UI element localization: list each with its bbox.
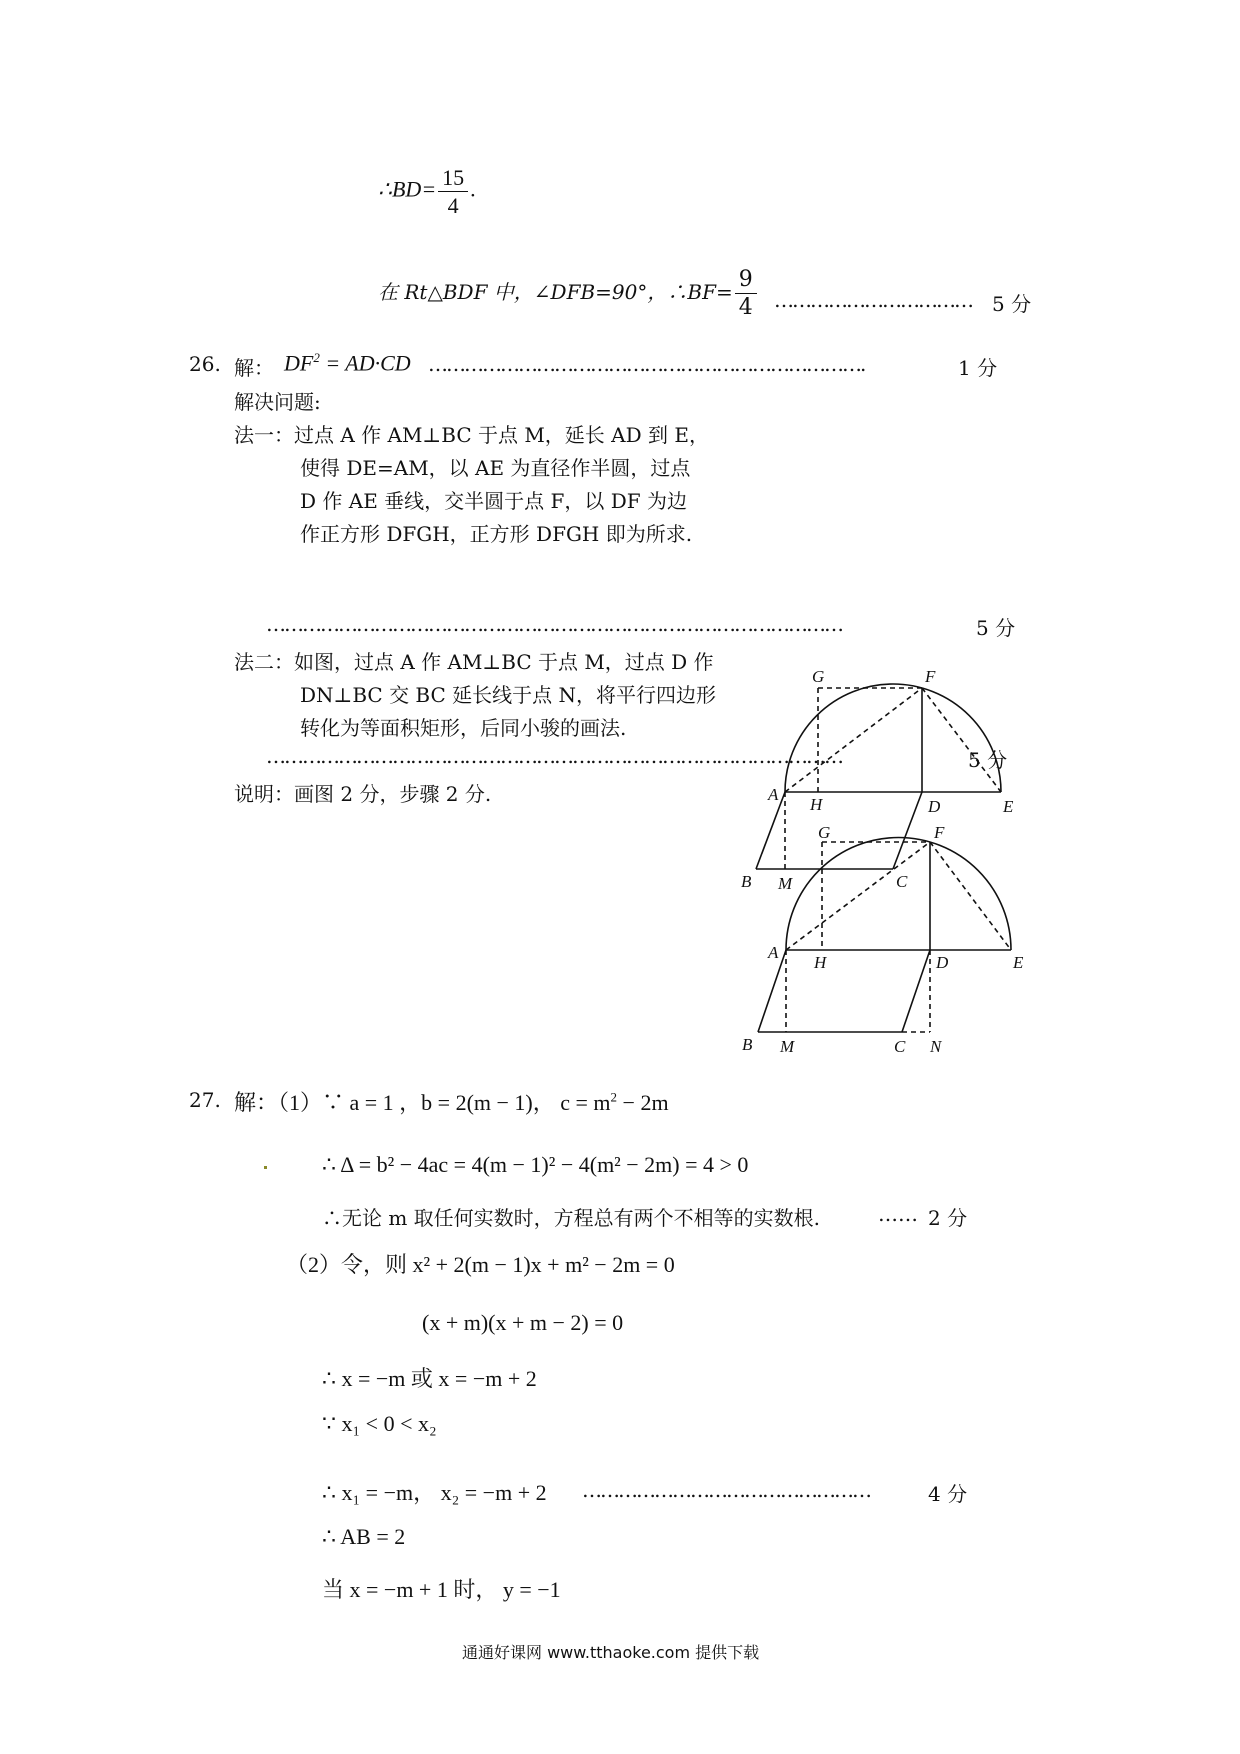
q27-delta: ∴ Δ = b² − 4ac = 4(m − 1)² − 4(m² − 2m) = 4 > 0 <box>322 1152 749 1177</box>
method1-line-4: 作正方形 DFGH，正方形 DFGH 即为所求. <box>300 522 693 546</box>
fig2-line-cd <box>902 950 930 1032</box>
q27-when: 当 x = −m + 1 时， y = −1 <box>322 1577 561 1602</box>
q27-assign: ∴ x₁ = −m， x₂ = −m + 2 <box>322 1480 547 1505</box>
bf-fraction <box>735 268 757 319</box>
bf-fraction-numerator: 9 <box>735 268 757 294</box>
fig1-line-fe <box>922 688 1001 792</box>
fig2-line-fe <box>930 842 1011 950</box>
q26-formula-sup: 2 <box>313 350 320 365</box>
q27-conclusion-dots: …… <box>878 1202 918 1226</box>
q27-conclusion: ∴无论 m 取任何实数时，方程总有两个不相等的实数根. <box>322 1206 821 1230</box>
q26-number: 26. <box>189 352 221 376</box>
q26-formula-right: = AD·CD <box>319 350 411 376</box>
bd-prefix: ∴BD= <box>378 176 437 202</box>
bd-fraction-numerator: 15 <box>438 166 468 192</box>
fig1-line-af <box>785 688 922 792</box>
fig1-line-ab <box>756 792 785 869</box>
fig1-label-g: G <box>812 667 825 686</box>
fig1-label-b: B <box>741 872 752 891</box>
fig1-label-e: E <box>1003 797 1014 816</box>
bf-text: 在 Rt△BDF 中，∠DFB=90°，∴BF= <box>378 280 733 305</box>
fig2-label-g: G <box>818 823 831 842</box>
method1-line-1: 法一：过点 A 作 AM⊥BC 于点 M，延长 AD 到 E， <box>234 423 709 447</box>
q27-factored: (x + m)(x + m − 2) = 0 <box>422 1310 624 1335</box>
fig2-label-b: B <box>742 1035 753 1054</box>
method1-line-3: D 作 AE 垂线，交半圆于点 F，以 DF 为边 <box>300 489 688 513</box>
fig2-line-af <box>786 842 930 950</box>
fig2-label-h: H <box>814 953 827 972</box>
method1-score: 5 分 <box>976 616 1016 640</box>
method2-line-2: DN⊥BC 交 BC 延长线于点 N，将平行四边形 <box>300 683 717 707</box>
stray-mark <box>264 1166 267 1169</box>
q27-ab: ∴ AB = 2 <box>322 1524 406 1549</box>
q27-part1-head <box>234 1086 669 1117</box>
q26-jie: 解： <box>234 356 274 380</box>
q26-dots: ………………………………………………………………. <box>428 352 865 376</box>
fig2-label-c: C <box>894 1037 906 1056</box>
q27-part1-tail: − 2m <box>617 1090 669 1115</box>
method2-line-1: 法二：如图，过点 A 作 AM⊥BC 于点 M，过点 D 作 <box>234 650 714 674</box>
method1-line-2: 使得 DE=AM，以 AE 为直径作半圆，过点 <box>300 456 691 480</box>
q26-formula <box>284 350 411 376</box>
fig2-label-n: N <box>930 1037 942 1056</box>
fig2-line-ab <box>758 950 786 1032</box>
q27-order: ∵ x₁ < 0 < x₂ <box>322 1411 437 1436</box>
bd-suffix: . <box>470 176 476 202</box>
q27-part1-sup: 2 <box>610 1089 618 1105</box>
method2-line-3: 转化为等面积矩形，后同小骏的画法. <box>300 716 627 740</box>
bd-result-line <box>378 166 476 217</box>
fig2-label-f: F <box>934 823 945 842</box>
bf-score: 5 分 <box>992 292 1032 316</box>
page-footer: 通通好课网 www.tthaoke.com 提供下载 <box>462 1643 760 1662</box>
q27-assign-dots: ………………………………………… <box>582 1478 870 1502</box>
bd-fraction-denominator: 4 <box>447 193 459 219</box>
fig2-label-a: A <box>768 943 779 962</box>
fig1-semicircle <box>785 684 1001 792</box>
fig2-label-m: M <box>780 1037 795 1056</box>
q27-number: 27. <box>189 1088 221 1112</box>
fig1-line-cd <box>893 792 922 869</box>
method1-dots: …………………………………………………………………………………… <box>266 612 842 636</box>
q27-conclusion-score: 2 分 <box>928 1206 968 1230</box>
fig1-label-d: D <box>928 797 941 816</box>
fig1-label-h: H <box>810 795 823 814</box>
q26-formula-left: DF <box>284 350 314 376</box>
fig1-label-c: C <box>896 872 908 891</box>
bf-dots: …………………………… <box>774 288 972 312</box>
fig2-label-d: D <box>936 953 949 972</box>
q27-assign-score: 4 分 <box>928 1482 968 1506</box>
q27-roots: ∴ x = −m 或 x = −m + 2 <box>322 1366 537 1391</box>
fig2-semicircle <box>786 838 1011 951</box>
method2-dots: …………………………………………………………………………………… <box>266 744 842 768</box>
solve-label: 解决问题: <box>234 390 321 414</box>
q27-part2-head: （2）令，则 x² + 2(m − 1)x + m² − 2m = 0 <box>286 1252 675 1277</box>
method2-score: 5 分 <box>968 748 1008 772</box>
fig1-label-a: A <box>768 785 779 804</box>
fig2-label-e: E <box>1013 953 1024 972</box>
fig1-label-f: F <box>925 667 936 686</box>
bf-fraction-denominator: 4 <box>738 295 753 321</box>
q27-part1-text: 解：（1）∵ a = 1 ，b = 2(m − 1)， c = m <box>234 1090 611 1115</box>
bd-fraction <box>438 166 468 217</box>
fig1-label-m: M <box>778 874 793 893</box>
bf-result-line <box>378 268 759 319</box>
scoring-note: 说明：画图 2 分，步骤 2 分. <box>234 782 492 806</box>
q26-score: 1 分 <box>958 356 998 380</box>
